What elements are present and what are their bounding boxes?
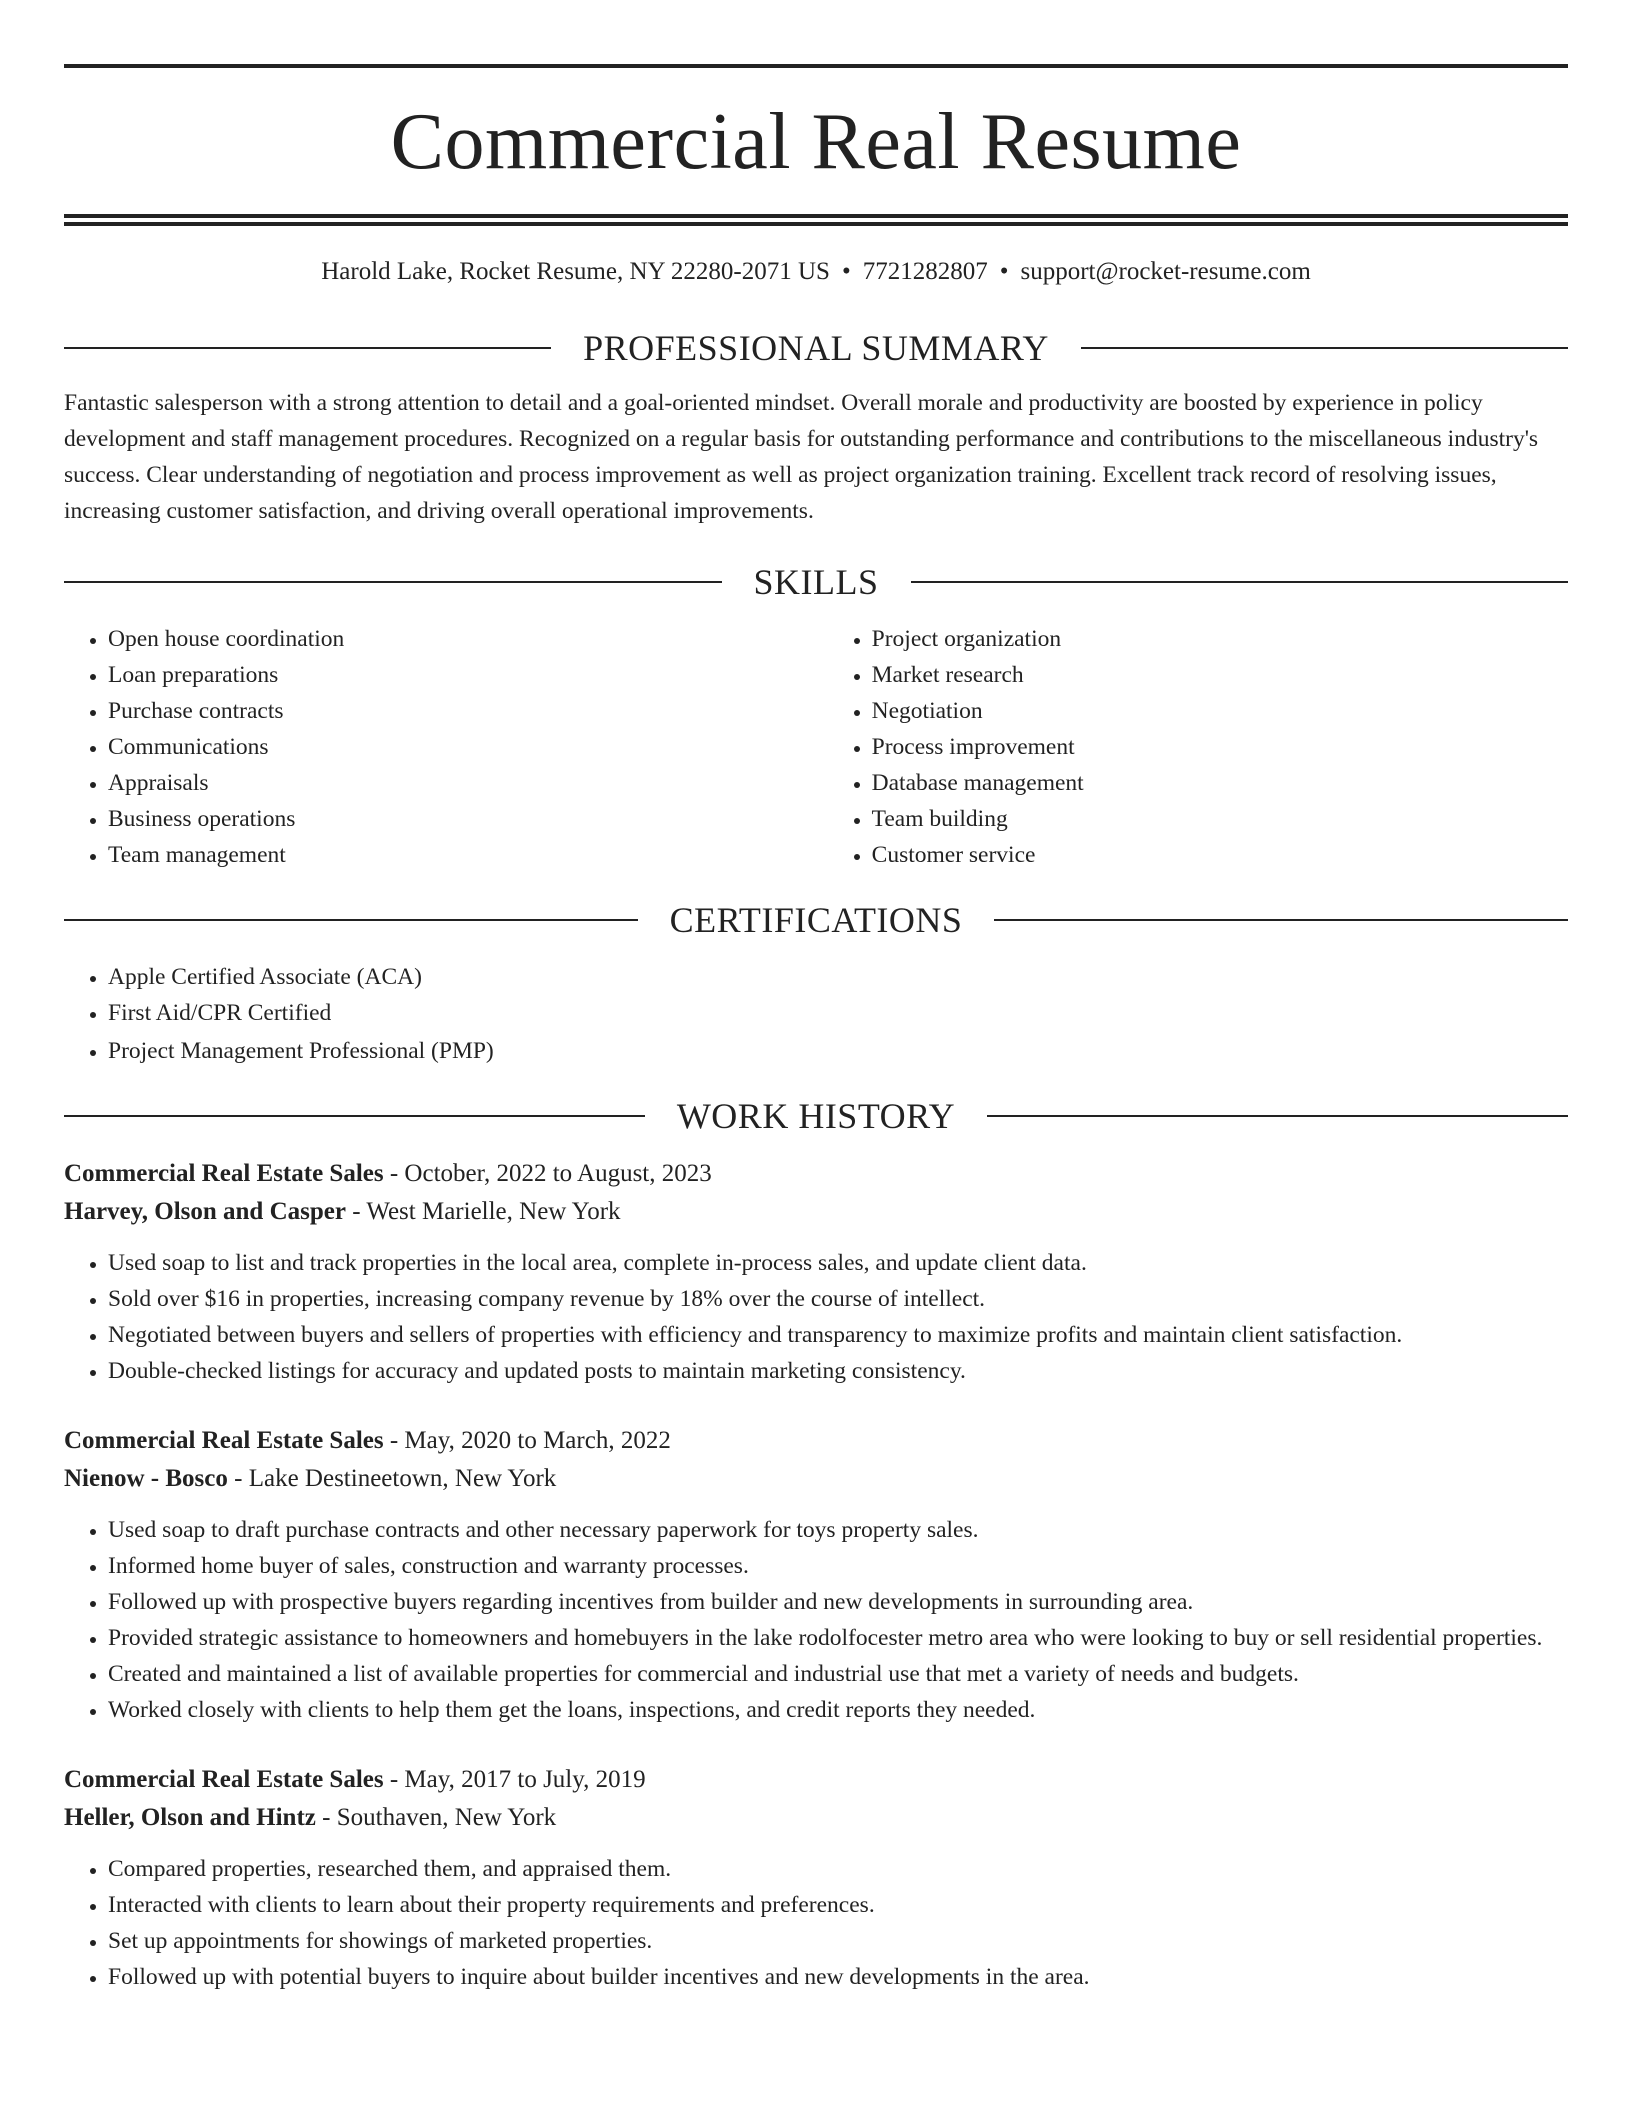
resume-page bbox=[64, 64, 1568, 1995]
heading-rule bbox=[1081, 347, 1568, 349]
skill-item: • Team building bbox=[872, 801, 1568, 837]
job-bullet: • Provided strategic assistance to homeowners and homebuyers in the lake rodolfocester metro area who were looking to buy or sell residential properties. bbox=[108, 1620, 1568, 1656]
heading-rule bbox=[987, 1115, 1568, 1117]
job-bullet: • Double-checked listings for accuracy and updated posts to maintain marketing consistency. bbox=[108, 1353, 1568, 1389]
summary-text: Fantastic salesperson with a strong attention to detail and a goal-oriented mindset. Overall morale and productivity are boosted by experience in policy development and staff management procedures. Recognized on a regular basis for outstanding performance and contributions to the miscellaneous industry's success. Clear understanding of negotiation and process improvement as well as project organization training. Excellent track record of resolving issues, increasing customer satisfaction, and driving overall operational improvements. bbox=[64, 390, 1539, 524]
job-company: Harvey, Olson and Casper bbox=[64, 1198, 346, 1225]
job-location: - Southaven, New York bbox=[315, 1804, 557, 1831]
skills-column-left bbox=[64, 621, 828, 873]
job-company: Nienow - Bosco bbox=[64, 1465, 228, 1492]
section-title: CERTIFICATIONS bbox=[669, 900, 963, 940]
job-bullets bbox=[64, 1245, 1568, 1389]
skill-item: • Communications bbox=[108, 729, 828, 765]
double-rule bbox=[64, 214, 1568, 226]
section-heading-summary bbox=[64, 323, 1568, 373]
heading-rule bbox=[64, 919, 638, 921]
skill-item: • Negotiation bbox=[872, 693, 1568, 729]
job-title-line bbox=[64, 1155, 1568, 1193]
certification-item: • First Aid/CPR Certified bbox=[108, 995, 1568, 1031]
job-entry bbox=[64, 1422, 1568, 1728]
heading-rule bbox=[994, 919, 1568, 921]
job-dates: - October, 2022 to August, 2023 bbox=[383, 1160, 712, 1187]
job-bullet: • Sold over $16 in properties, increasing company revenue by 18% over the course of intellect. bbox=[108, 1281, 1568, 1317]
heading-rule bbox=[64, 1115, 645, 1117]
skill-item: • Team management bbox=[108, 837, 828, 873]
job-bullet: • Followed up with prospective buyers regarding incentives from builder and new developments in surrounding area. bbox=[108, 1584, 1568, 1620]
contact-email: support@rocket-resume.com bbox=[1020, 258, 1311, 285]
contact-separator: • bbox=[841, 258, 851, 285]
skill-item: • Process improvement bbox=[872, 729, 1568, 765]
contact-separator: • bbox=[999, 258, 1009, 285]
job-location: - West Marielle, New York bbox=[345, 1198, 621, 1225]
job-bullet: • Followed up with potential buyers to inquire about builder incentives and new developments in the area. bbox=[108, 1959, 1568, 1995]
job-company-line bbox=[64, 1460, 1568, 1498]
contact-phone: 7721282807 bbox=[862, 258, 988, 285]
skills-list bbox=[64, 621, 1568, 873]
job-bullet: • Negotiated between buyers and sellers of properties with efficiency and transparency to maximize profits and maintain client satisfaction. bbox=[108, 1317, 1568, 1353]
job-dates: - May, 2020 to March, 2022 bbox=[383, 1427, 671, 1454]
section-title: WORK HISTORY bbox=[676, 1096, 956, 1136]
contact-line bbox=[64, 253, 1568, 291]
skill-item: • Business operations bbox=[108, 801, 828, 837]
job-dates: - May, 2017 to July, 2019 bbox=[383, 1766, 646, 1793]
section-heading-skills bbox=[64, 557, 1568, 607]
job-bullets bbox=[64, 1512, 1568, 1728]
resume-name: Commercial Real Resume bbox=[390, 98, 1242, 186]
job-title: Commercial Real Estate Sales bbox=[64, 1427, 384, 1454]
job-bullet: • Interacted with clients to learn about their property requirements and preferences. bbox=[108, 1887, 1568, 1923]
job-bullet: • Worked closely with clients to help them get the loans, inspections, and credit reports they needed. bbox=[108, 1692, 1568, 1728]
skill-item: • Database management bbox=[872, 765, 1568, 801]
job-bullet: • Informed home buyer of sales, construction and warranty processes. bbox=[108, 1548, 1568, 1584]
job-company: Heller, Olson and Hintz bbox=[64, 1804, 316, 1831]
skill-item: • Market research bbox=[872, 657, 1568, 693]
job-company-line bbox=[64, 1193, 1568, 1231]
job-bullet: • Set up appointments for showings of marketed properties. bbox=[108, 1923, 1568, 1959]
certification-item: • Apple Certified Associate (ACA) bbox=[108, 959, 1568, 995]
skill-item: • Appraisals bbox=[108, 765, 828, 801]
section-title: SKILLS bbox=[753, 562, 879, 602]
job-bullet: • Used soap to draft purchase contracts and other necessary paperwork for toys property sales. bbox=[108, 1512, 1568, 1548]
certifications-list bbox=[64, 959, 1568, 1069]
job-bullet: • Compared properties, researched them, and appraised them. bbox=[108, 1851, 1568, 1887]
heading-rule bbox=[64, 347, 551, 349]
skills-column-right bbox=[828, 621, 1568, 873]
job-entry bbox=[64, 1761, 1568, 1995]
section-heading-certifications bbox=[64, 895, 1568, 945]
heading-rule bbox=[64, 581, 722, 583]
job-title-line bbox=[64, 1422, 1568, 1460]
section-title: PROFESSIONAL SUMMARY bbox=[583, 328, 1049, 368]
certification-item: • Project Management Professional (PMP) bbox=[108, 1033, 1568, 1069]
job-title-line bbox=[64, 1761, 1568, 1799]
job-title: Commercial Real Estate Sales bbox=[64, 1766, 384, 1793]
heading-rule bbox=[911, 581, 1569, 583]
top-rule bbox=[64, 64, 1568, 68]
job-bullets bbox=[64, 1851, 1568, 1995]
job-bullet: • Created and maintained a list of available properties for commercial and industrial use that met a variety of needs and budgets. bbox=[108, 1656, 1568, 1692]
skill-item: • Customer service bbox=[872, 837, 1568, 873]
job-location: - Lake Destineetown, New York bbox=[227, 1465, 557, 1492]
skill-item: • Purchase contracts bbox=[108, 693, 828, 729]
job-title: Commercial Real Estate Sales bbox=[64, 1160, 384, 1187]
skill-item: • Open house coordination bbox=[108, 621, 828, 657]
contact-address: Harold Lake, Rocket Resume, NY 22280-2071 US bbox=[321, 258, 830, 285]
job-bullet: • Used soap to list and track properties in the local area, complete in-process sales, and update client data. bbox=[108, 1245, 1568, 1281]
skill-item: • Project organization bbox=[872, 621, 1568, 657]
job-entry bbox=[64, 1155, 1568, 1389]
section-heading-work-history bbox=[64, 1091, 1568, 1141]
skill-item: • Loan preparations bbox=[108, 657, 828, 693]
job-company-line bbox=[64, 1799, 1568, 1837]
